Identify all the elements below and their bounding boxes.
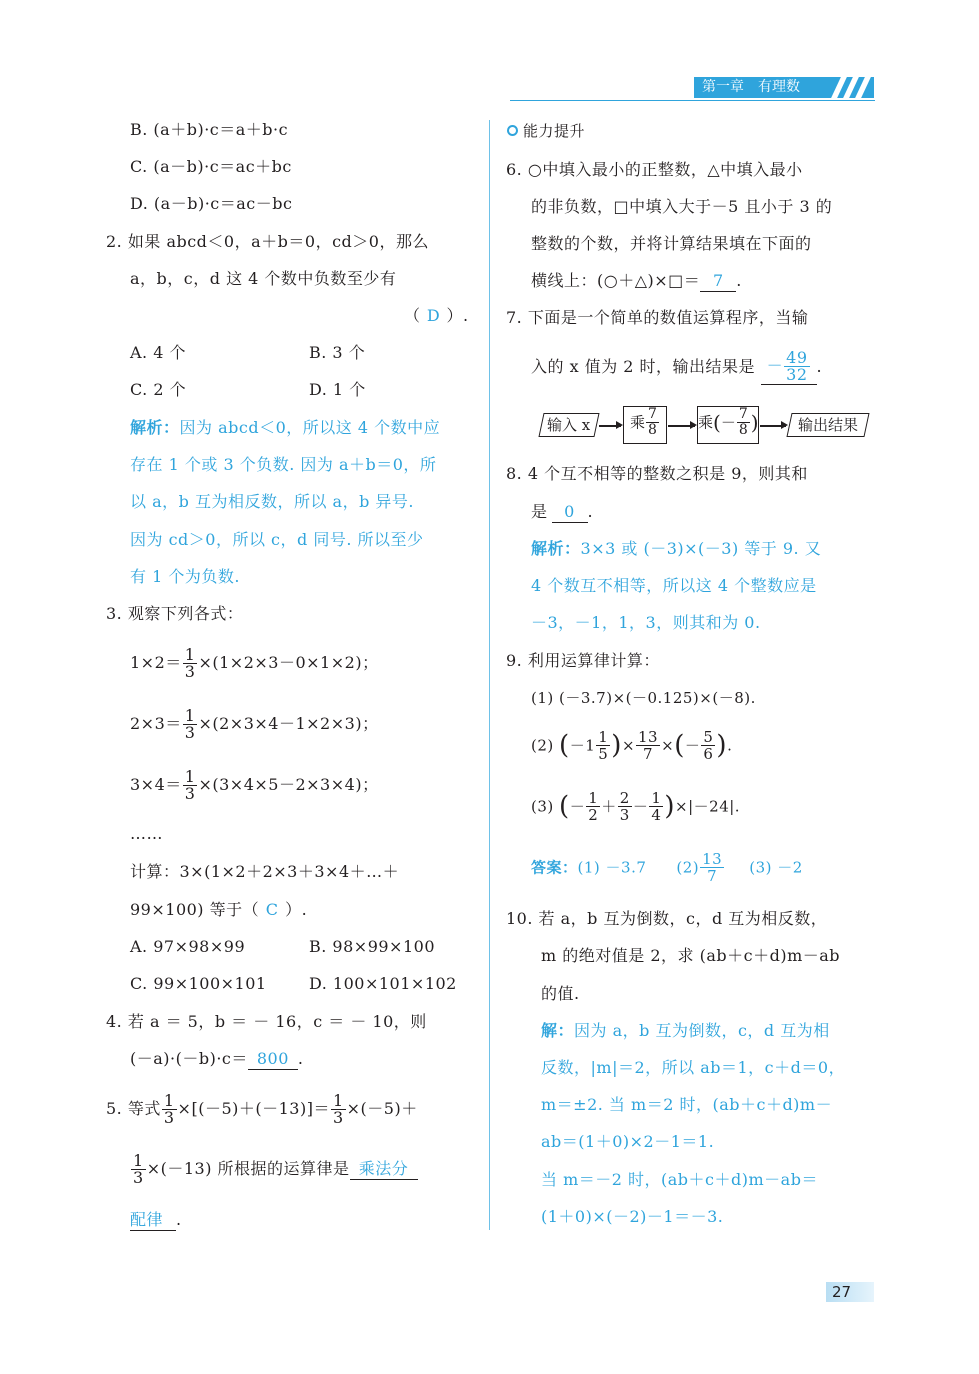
q6-period: . <box>736 271 742 290</box>
q10-solution-line1 <box>541 1021 830 1041</box>
q4-line2 <box>130 1049 303 1070</box>
eq-left: 1×2＝ <box>130 653 182 672</box>
flow-multiply-box-2 <box>697 406 759 444</box>
q8-explanation-line3: －3，－1，1，3，则其和为 0. <box>531 613 761 632</box>
eq-right: ×(2×3×4－1×2×3)； <box>198 714 379 733</box>
fraction <box>701 729 715 762</box>
fraction <box>618 790 632 823</box>
q2-explanation-line5: 有 1 个为负数. <box>130 567 240 586</box>
q10-solution-line6: (1＋0)×(－2)－1＝－3. <box>541 1207 724 1226</box>
fraction <box>586 790 600 823</box>
q2-explanation-line3: 以 a，b 互为相反数，所以 a，b 异号. <box>130 492 414 511</box>
flow-multiply-label: 乘 <box>698 413 714 432</box>
q3-option-a: A. 97×98×99 <box>130 937 246 956</box>
numerator: 1 <box>651 789 662 807</box>
q2-option-d: D. 1 个 <box>309 380 366 399</box>
q2-answer: D <box>426 306 441 325</box>
q10-solution-line4: ab＝(1＋0)×2－1＝1. <box>541 1132 715 1151</box>
paren-open: ( <box>713 410 721 435</box>
answer-label: 答案： <box>531 858 578 877</box>
q6-line3: 整数的个数，并将计算结果填在下面的 <box>531 234 812 253</box>
numerator: 1 <box>184 645 196 664</box>
q5-line1 <box>106 1093 418 1126</box>
q2-option-b: B. 3 个 <box>309 343 366 362</box>
arrow-right-icon <box>599 425 621 427</box>
fraction <box>596 729 610 762</box>
q9-answer-1: (1) －3.7 <box>577 858 647 877</box>
numerator: 1 <box>163 1091 175 1110</box>
numerator: 1 <box>332 1091 344 1110</box>
q4-line1: 4. 若 a ＝ 5，b ＝ － 16，c ＝ － 10，则 <box>106 1012 427 1031</box>
flow-input-label: 输入 x <box>547 416 591 434</box>
numerator: 1 <box>184 706 196 725</box>
chapter-title: 第一章 有理数 <box>702 79 800 95</box>
eq-right: ×(1×2×3－0×1×2)； <box>198 653 379 672</box>
fraction <box>646 407 659 438</box>
q3-ellipsis: …… <box>130 824 163 843</box>
flow-output-label: 输出结果 <box>797 416 858 434</box>
denominator: 3 <box>332 1108 344 1127</box>
plus-sign: ＋ <box>601 797 617 816</box>
q7-answer-sign: － <box>766 356 784 375</box>
q8-explanation-line1 <box>531 539 821 559</box>
q9-mixed-whole: －1 <box>569 736 596 755</box>
numerator: 1 <box>588 789 599 807</box>
fraction <box>183 769 198 802</box>
numerator: 13 <box>638 728 659 746</box>
q2-option-a: A. 4 个 <box>130 343 186 362</box>
fraction <box>636 729 660 762</box>
q4-expression: (－a)·(－b)·c＝ <box>130 1049 248 1068</box>
numerator: 2 <box>619 789 630 807</box>
q1-option-c: C. (a－b)·c＝ac＋bc <box>130 157 292 176</box>
paren-close: ) <box>716 730 728 761</box>
fraction <box>331 1093 346 1126</box>
q3-option-b: B. 98×99×100 <box>309 937 435 956</box>
denominator: 8 <box>648 422 657 438</box>
q7-period: . <box>816 357 823 376</box>
q2-stem-line2: a，b，c，d 这 4 个数中负数至少有 <box>130 269 397 288</box>
q4-answer: 800 <box>248 1049 298 1070</box>
q2-option-c: C. 2 个 <box>130 380 187 399</box>
q9-answer <box>531 851 803 884</box>
paren-open: ( <box>674 730 685 761</box>
denominator: 3 <box>163 1108 175 1127</box>
q6-line1: 6. ○中填入最小的正整数，△中填入最小 <box>506 160 803 179</box>
q2-paren-close: ）. <box>446 306 469 325</box>
q6-line2: 的非负数，□中填入大于－5 且小于 3 的 <box>531 197 833 216</box>
denominator: 3 <box>184 662 196 681</box>
q5-end: ×(－5)＋ <box>346 1099 418 1118</box>
section-title: 能力提升 <box>523 122 586 140</box>
q3-equation-2 <box>130 708 379 741</box>
flow-input-box <box>538 413 599 437</box>
numerator: 1 <box>598 728 609 746</box>
q7-line1: 7. 下面是一个简单的数值运算程序，当输 <box>506 308 809 327</box>
paren-close: ) <box>611 730 622 761</box>
q5-line2 <box>130 1153 418 1186</box>
q4-period: . <box>297 1049 304 1068</box>
denominator: 3 <box>184 723 196 742</box>
q10-line3: 的值. <box>541 984 580 1003</box>
q5-text: ×(－13) 所根据的运算律是 <box>146 1159 350 1178</box>
flow-multiply-label: 乘 <box>630 413 646 432</box>
fraction <box>131 1153 146 1186</box>
fraction <box>162 1093 177 1126</box>
denominator: 3 <box>184 784 196 803</box>
flow-multiply-box-1 <box>623 406 667 444</box>
numerator: 7 <box>648 406 657 422</box>
q5-line3 <box>130 1210 182 1231</box>
q7-line2 <box>531 350 822 385</box>
q9-part3-label: (3) <box>531 797 554 816</box>
paren-open: ( <box>559 730 570 761</box>
denominator: 2 <box>588 806 599 824</box>
header-rule <box>510 100 875 101</box>
flow-diagram <box>537 405 873 445</box>
q1-option-b: B. (a＋b)·c＝a＋b·c <box>130 120 289 139</box>
fraction <box>700 851 724 884</box>
q9-answer-3: (3) －2 <box>749 858 803 877</box>
chapter-header-bar <box>694 77 874 98</box>
denominator: 3 <box>133 1168 144 1187</box>
numerator: 49 <box>786 348 808 367</box>
minus-sign: － <box>632 797 649 816</box>
eq-left: 2×3＝ <box>130 714 182 733</box>
paren-close: ) <box>664 791 676 822</box>
sign: － <box>569 797 586 816</box>
denominator: 7 <box>643 745 654 763</box>
fraction <box>183 647 198 680</box>
q3-calc-text: 99×100) 等于（ <box>130 900 260 919</box>
q5-middle: ×[(－5)＋(－13)]＝ <box>177 1099 330 1118</box>
explanation-label: 解析： <box>531 539 581 558</box>
q6-line4 <box>531 271 742 292</box>
q2-explanation-line2: 存在 1 个或 3 个负数. 因为 a＋b＝0，所 <box>130 455 437 474</box>
times-sign: × <box>621 736 636 755</box>
eq-right: ×(3×4×5－2×3×4)； <box>198 775 379 794</box>
q2-paren-open: （ <box>404 306 421 325</box>
explanation-label: 解析： <box>130 418 180 437</box>
q8-text: 是 <box>531 502 548 521</box>
q3-answer: C <box>265 900 279 919</box>
q5-period: . <box>176 1210 182 1229</box>
q9-part2 <box>531 729 732 762</box>
q2-explanation-line4: 因为 cd＞0，所以 c，d 同号. 所以至少 <box>130 530 424 549</box>
q8-explanation-line2: 4 个数互不相等，所以这 4 个整数应是 <box>531 576 817 595</box>
q3-title: 3. 观察下列各式： <box>106 604 244 623</box>
q10-solution-text: 因为 a，b 互为倒数，c，d 互为相 <box>574 1021 830 1040</box>
column-divider <box>489 120 490 1230</box>
paren-close: ) <box>750 410 759 435</box>
denominator: 8 <box>738 422 748 438</box>
q3-calc-line2 <box>130 900 307 920</box>
q10-line2: m 的绝对值是 2，求 (ab＋c＋d)m－ab <box>541 946 841 965</box>
q5-answer-part1: 乘法分 <box>350 1159 418 1180</box>
q7-text: 入的 x 值为 2 时，输出结果是 <box>531 357 756 376</box>
period: . <box>727 736 733 755</box>
paren-open: ( <box>559 791 570 822</box>
q9-title: 9. 利用运算律计算： <box>506 651 660 670</box>
fraction <box>784 350 809 383</box>
denominator: 4 <box>651 806 662 824</box>
q9-part2-label: (2) <box>531 736 554 755</box>
q5-answer-part2: 配律 <box>130 1210 176 1231</box>
q10-solution-line2: 反数，|m|＝2，所以 ab＝1，c＋d＝0， <box>541 1058 846 1077</box>
q8-line2 <box>531 502 593 523</box>
q8-explanation-text: 3×3 或 (－3)×(－3) 等于 9. 又 <box>580 539 822 558</box>
q3-option-c: C. 99×100×101 <box>130 974 267 993</box>
numerator: 5 <box>703 728 714 746</box>
denominator: 32 <box>786 365 808 384</box>
denominator: 6 <box>703 745 714 763</box>
q10-solution-line5: 当 m＝－2 时，(ab＋c＋d)m－ab＝ <box>541 1170 818 1189</box>
q1-option-d: D. (a－b)·c＝ac－bc <box>130 194 293 213</box>
page-number: 27 <box>832 1283 852 1301</box>
q3-paren-close: ）. <box>285 900 308 919</box>
q9-part1: (1) (－3.7)×(－0.125)×(－8). <box>531 689 756 707</box>
solution-label: 解： <box>541 1021 575 1040</box>
q2-explanation-line1 <box>130 418 440 438</box>
q8-answer: 0 <box>552 502 588 523</box>
q3-option-d: D. 100×101×102 <box>309 974 457 993</box>
denominator: 3 <box>619 806 630 824</box>
flow-output-box <box>786 413 869 437</box>
q3-equation-1 <box>130 647 379 680</box>
fraction <box>183 708 198 741</box>
q9-part3 <box>531 790 740 823</box>
section-bullet-icon <box>507 125 518 136</box>
numerator: 7 <box>738 406 748 422</box>
q10-line1: 10. 若 a，b 互为倒数，c，d 互为相反数， <box>506 909 828 928</box>
fraction <box>649 790 663 823</box>
numerator: 13 <box>702 850 723 868</box>
q8-period: . <box>587 502 594 521</box>
numerator: 1 <box>133 1151 144 1170</box>
fraction <box>737 407 750 438</box>
denominator: 5 <box>598 745 609 763</box>
q9-part3-tail: ×|－24|. <box>675 797 741 816</box>
flow-sign: － <box>720 413 736 432</box>
q2-stem-line1: 2. 如果 abcd＜0，a＋b＝0，cd＞0，那么 <box>106 232 429 251</box>
eq-left: 3×4＝ <box>130 775 182 794</box>
q6-answer: 7 <box>700 271 736 292</box>
q8-line1: 8. 4 个互不相等的整数之积是 9，则其和 <box>506 464 808 483</box>
times-sign: × <box>661 736 675 755</box>
q9-answer-2-label: (2) <box>676 858 700 877</box>
q2-answer-paren <box>404 306 469 326</box>
numerator: 1 <box>184 767 196 786</box>
denominator: 7 <box>707 867 718 885</box>
arrow-right-icon <box>668 425 695 427</box>
q2-explanation-text: 因为 abcd＜0，所以这 4 个数中应 <box>179 418 441 437</box>
q10-solution-line3: m＝±2. 当 m＝2 时，(ab＋c＋d)m－ <box>541 1095 833 1114</box>
sign: － <box>684 736 701 755</box>
q3-equation-3 <box>130 769 379 802</box>
q7-answer <box>761 350 817 385</box>
q3-calc-line1: 计算：3×(1×2＋2×3＋3×4＋…＋ <box>130 862 400 881</box>
q6-expression: 横线上：(○＋△)×□＝ <box>531 271 701 290</box>
arrow-right-icon <box>760 425 786 427</box>
q5-prefix: 5. 等式 <box>106 1099 161 1118</box>
